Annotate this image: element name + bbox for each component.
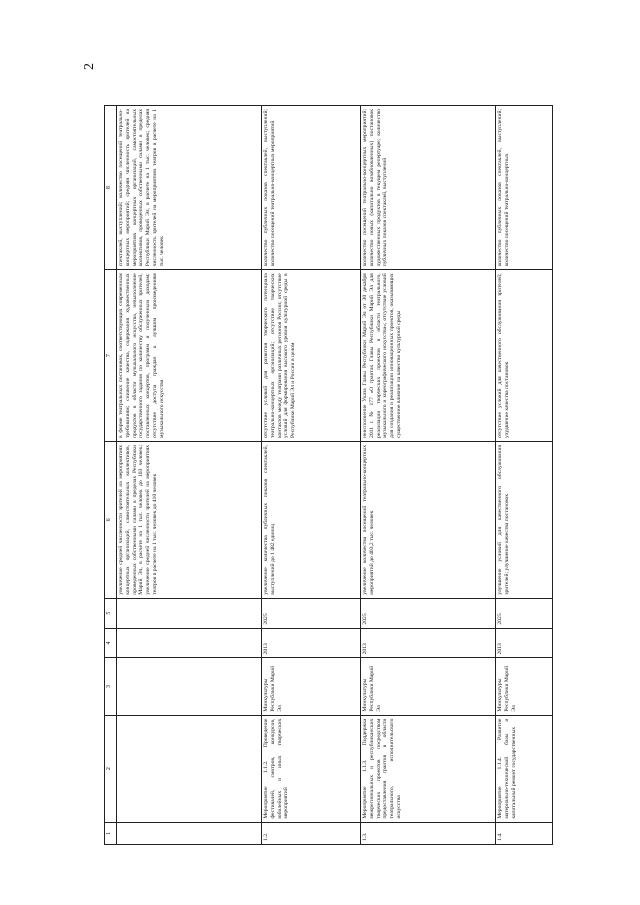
executor: Минкультуры Республики Марий Эл [496, 658, 553, 715]
executor [117, 658, 262, 715]
related-indicator: спектаклей, выступлений; количество посещений театрально-концертных мероприятий; средняя численность зрителей на мероприятиях концертных организаций, самостоятельных коллективов, проведенных собственными силами в пределах Республики Марий Эл, в расчете на 1 тыс. человек; средняя численность зрителей на мероприятиях театров в расчете на 1 тыс. человек [117, 106, 262, 270]
start-year: 2013 [361, 628, 496, 658]
row-number: 1.3. [361, 822, 496, 844]
header-col-1: 1 [105, 822, 117, 844]
header-col-7: 7 [105, 270, 117, 442]
non-implementation-consequence: отсутствие условий для развития творческого потенциала театрально-концертных организаций; отсутствие творческих контактов между театрами различных регионов России; отсутствие условий для формирования высокого уровня культурной среды в Республике Марий Эл и России в целом [262, 270, 361, 442]
non-implementation-consequence: отсутствие условий для качественного обслуживания зрителей; ухудшение качества постановок [496, 270, 553, 442]
event-name: Мероприятие 1.1.2. Проведение фестивалей, смотров, конкурсов, юбилейных и иных творческих мероприятий [262, 715, 361, 822]
start-year: 2013 [262, 628, 361, 658]
expected-result: увеличение количества посещений театрально-концертных мероприятий до 403,2 тыс. человек [361, 441, 496, 598]
table-row [117, 106, 262, 845]
event-name: Мероприятие 1.1.4. Развитие материально-технической базы и капитальный ремонт государственных [496, 715, 553, 822]
expected-result: увеличение количества публичных показов спектаклей, выступлений до 1 482 единиц [262, 441, 361, 598]
expected-result: увеличение средней численности зрителей на мероприятиях концертных организаций, самостоятельных коллективов, проведенных собственными силами в пределах Республики Марий Эл, в расчете на 1 тыс. человек до 103 человек; увеличение средней численности зрителей на мероприятиях театров в расчете на 1 тыс. человек до 410 человек [117, 441, 262, 598]
end-year: 2025 [361, 598, 496, 628]
non-implementation-consequence: в форме театральных постановок, соответствующих современным требованиям; снижение качества, содержания художественных продуктов в области музыкального искусства, невыполнение государственного задания по количеству обслуженных зрителей, поставленных концертов, программ и полученным доходам; отсутствие доступа граждан к лучшим произведениям музыкального искусства [117, 270, 262, 442]
header-col-3: 3 [105, 658, 117, 715]
expected-result: улучшение условий для качественного обслуживания зрителей; улучшение качества постановок [496, 441, 553, 598]
header-col-6: 6 [105, 441, 117, 598]
header-col-8: 8 [105, 106, 117, 270]
related-indicator: количество посещений театрально-концертных мероприятий; количество новых (капитально возобновленных) постановок художественных продуктов в текущем репертуаре; количество публичных показов спектаклей, выступлений [361, 106, 496, 270]
table-row [361, 106, 496, 845]
table-row [262, 106, 361, 845]
end-year: 2025 [262, 598, 361, 628]
event-name: Мероприятие 1.1.3. Поддержка межрегиональных и республиканских творческих проектов посредством предоставления грантов в области театрального, исполнительского искусства [361, 715, 496, 822]
rotated-table-page [104, 105, 540, 845]
end-year: 2025 [496, 598, 553, 628]
header-row [105, 106, 117, 845]
row-number: 1.4. [496, 822, 553, 844]
header-col-5: 5 [105, 598, 117, 628]
page-number: 2 [82, 63, 97, 70]
row-number: 1.2. [262, 822, 361, 844]
table-row [496, 106, 553, 845]
related-indicator: количество публичных показов спектаклей, выступлений; количество посещений театрально-концертных мероприятий [262, 106, 361, 270]
program-table [104, 105, 553, 845]
row-number [117, 822, 262, 844]
related-indicator: количество публичных показов спектаклей, выступлений; количество посещений театрально-концертных [496, 106, 553, 270]
executor: Минкультуры Республики Марий Эл [262, 658, 361, 715]
header-col-2: 2 [105, 715, 117, 822]
header-col-4: 4 [105, 628, 117, 658]
non-implementation-consequence: неисполнение Указа Главы Республики Марий Эл от 30 декабря 2011 г. № 177 «О грантах Главы Республики Марий Эл для реализации творческих проектов в области театрального, музыкального и хореографического искусства»; отсутствие условий для создания и реализации инновационных проектов, оказывающих существенное влияние на качество культурной среды [361, 270, 496, 442]
start-year: 2013 [496, 628, 553, 658]
start-year [117, 628, 262, 658]
end-year [117, 598, 262, 628]
executor: Минкультуры Республики Марий Эл [361, 658, 496, 715]
event-name [117, 715, 262, 822]
